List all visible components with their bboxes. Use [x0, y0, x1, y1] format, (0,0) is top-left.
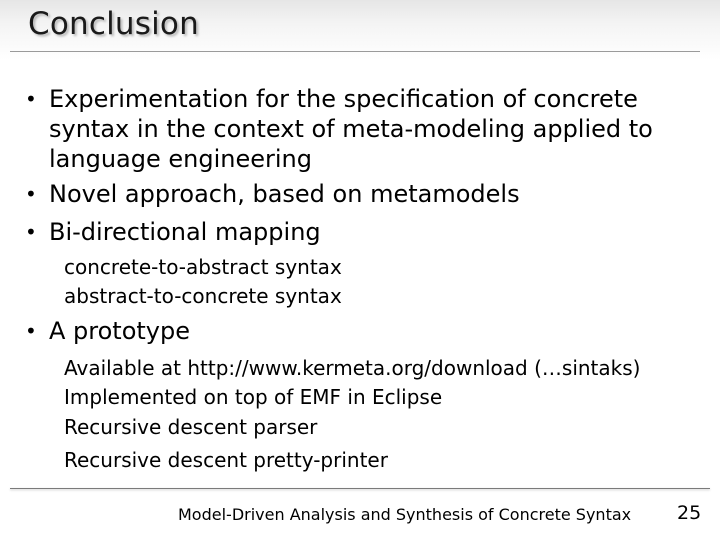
sub-item: Recursive descent pretty-printer — [64, 448, 388, 472]
bullet-text-continuation: syntax in the context of meta-modeling applied to — [49, 115, 653, 143]
sub-item: concrete-to-abstract syntax — [64, 255, 342, 279]
sub-item: abstract-to-concrete syntax — [64, 284, 342, 308]
bullet-text-continuation: language engineering — [49, 145, 312, 173]
page-number: 25 — [677, 502, 702, 524]
bullet-text: Bi-directional mapping — [49, 218, 321, 246]
title-divider — [10, 51, 700, 52]
bullet-icon: • — [25, 220, 37, 244]
slide-title: Conclusion — [28, 6, 199, 42]
bullet-text: A prototype — [49, 317, 191, 345]
footer-text: Model-Driven Analysis and Synthesis of Concrete Syntax — [178, 505, 632, 524]
bullet-icon: • — [25, 182, 37, 206]
sub-item: Recursive descent parser — [64, 415, 318, 439]
bullet-icon: • — [25, 319, 37, 343]
sub-item: Available at http://www.kermeta.org/download (…sintaks) — [64, 356, 641, 380]
sub-item: Implemented on top of EMF in Eclipse — [64, 385, 443, 409]
bullet-icon: • — [25, 87, 37, 111]
footer-divider — [10, 488, 710, 489]
bullet-text: Experimentation for the specification of concrete — [49, 85, 638, 113]
bullet-text: Novel approach, based on metamodels — [49, 180, 520, 208]
